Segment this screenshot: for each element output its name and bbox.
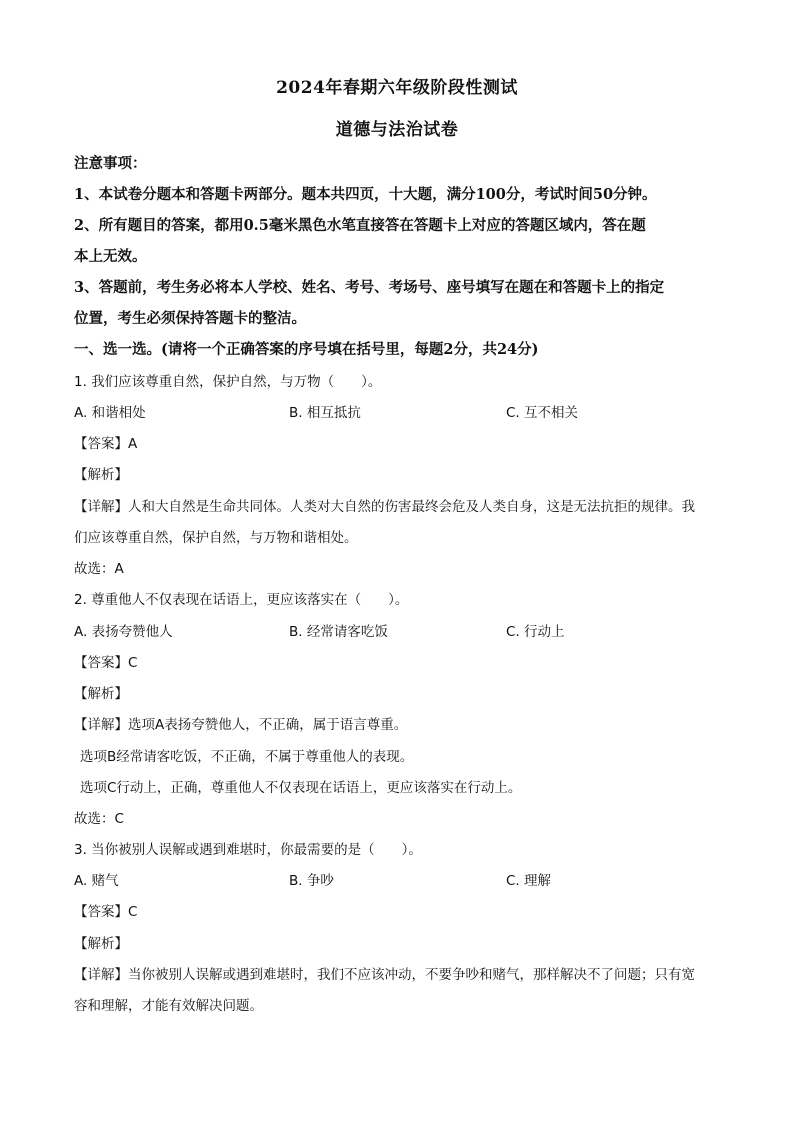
question-1-detail-line-1: 【详解】人和大自然是生命共同体。人类对大自然的伤害最终会危及人类自身，这是无法抗拒的规律。我 [74,499,695,515]
question-1-detail-line-2: 们应该尊重自然，保护自然，与万物和谐相处。 [74,530,358,546]
question-3-option-c: C. 理解 [506,873,552,889]
question-2-choice: 故选：C [74,811,124,827]
question-1-option-a: A. 和谐相处 [74,405,146,421]
question-2-analysis-label: 【解析】 [74,686,128,702]
question-1-answer: 【答案】A [74,436,138,452]
notice-item-2-line-1: 2、所有题目的答案，都用0.5毫米黑色水笔直接答在答题卡上对应的答题区域内，答在题 [74,217,646,234]
question-2-detail-line-2: 选项B经常请客吃饭，不正确，不属于尊重他人的表现。 [80,749,414,765]
question-2-answer: 【答案】C [74,655,138,671]
notice-item-2-line-2: 本上无效。 [74,248,147,265]
question-3-option-a: A. 赌气 [74,873,119,889]
notice-heading: 注意事项： [74,155,147,172]
question-2-option-c: C. 行动上 [506,624,565,640]
question-2-option-a: A. 表扬夸赞他人 [74,624,173,640]
question-3-option-b: B. 争吵 [289,873,334,889]
question-1-option-b: B. 相互抵抗 [289,405,361,421]
question-2-option-b: B. 经常请客吃饭 [289,624,388,640]
exam-subtitle: 道德与法治试卷 [335,120,459,140]
notice-item-3-line-1: 3、答题前，考生务必将本人学校、姓名、考号、考场号、座号填写在题在和答题卡上的指定 [74,279,665,296]
question-2-detail-line-1: 【详解】选项A表扬夸赞他人，不正确，属于语言尊重。 [74,717,408,733]
question-3-detail-line-2: 容和理解，才能有效解决问题。 [74,998,263,1014]
question-3-analysis-label: 【解析】 [74,936,128,952]
question-1-analysis-label: 【解析】 [74,467,128,483]
question-3-answer: 【答案】C [74,904,138,920]
section-1-heading: 一、选一选。(请将一个正确答案的序号填在括号里，每题2分，共24分) [74,341,539,358]
question-1-choice: 故选：A [74,561,124,577]
question-3-detail-line-1: 【详解】当你被别人误解或遇到难堪时，我们不应该冲动，不要争吵和赌气，那样解决不了问题；只有宽 [74,967,695,983]
notice-item-1: 1、本试卷分题本和答题卡两部分。题本共四页，十大题，满分100分，考试时间50分钟。 [74,186,657,203]
question-1-stem: 1. 我们应该尊重自然，保护自然，与万物（ ）。 [74,374,382,390]
notice-item-3-line-2: 位置，考生必须保持答题卡的整洁。 [74,310,306,327]
question-1-option-c: C. 互不相关 [506,405,579,421]
question-2-stem: 2. 尊重他人不仅表现在话语上，更应该落实在（ ）。 [74,592,409,608]
question-3-stem: 3. 当你被别人误解或遇到难堪时，你最需要的是（ ）。 [74,842,422,858]
question-2-detail-line-3: 选项C行动上，正确，尊重他人不仅表现在话语上，更应该落实在行动上。 [80,780,522,796]
exam-title: 2024年春期六年级阶段性测试 [276,78,518,98]
